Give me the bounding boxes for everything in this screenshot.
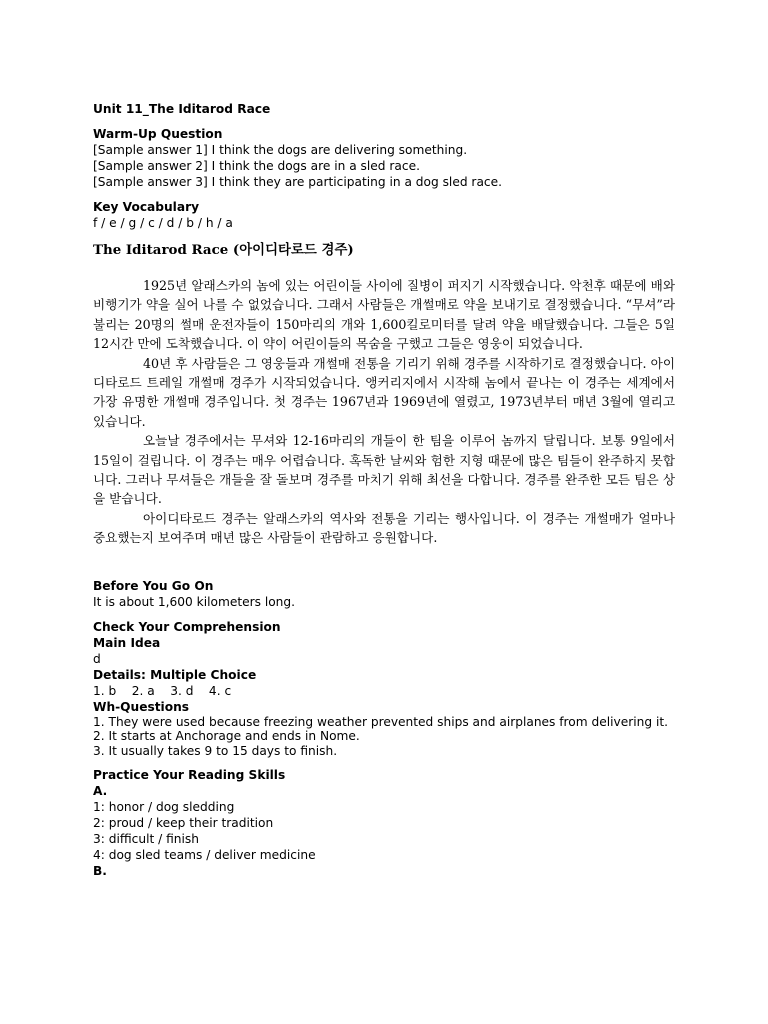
unit-title: Unit 11_The Iditarod Race bbox=[93, 102, 271, 116]
part-a-label: A. bbox=[93, 784, 108, 799]
wh-questions-label: Wh-Questions bbox=[93, 699, 190, 714]
reading-skill-item: 3: difficult / finish bbox=[93, 832, 199, 847]
translation-paragraph: 1925년 알래스카의 놈에 있는 어린이들 사이에 질병이 퍼지기 시작했습니다. 악천후 때문에 배와 비행기가 약을 실어 나를 수 없었습니다. 그래서 사람들은 개썰매로 약을 보내기로 결정했습니다. “무셔”라 불리는 20명의 썰매 운전자들이 150마리의 개와 1,600킬로미터를 달려 약을 배달했습니다. 그들은 5일 12시간 만에 도착했습니다. 이 약이 어린이들의 목숨을 구했고 그들은 영웅이 되었습니다. bbox=[93, 278, 675, 352]
translation-body bbox=[93, 276, 675, 548]
vocab-answer: f / e / g / c / d / b / h / a bbox=[93, 216, 233, 230]
translation-title: The Iditarod Race (아이디타로드 경주) bbox=[93, 242, 354, 258]
warmup-answer-2: [Sample answer 2] I think the dogs are in a sled race. bbox=[93, 159, 420, 173]
translation-paragraph: 40년 후 사람들은 그 영웅들과 개썰매 전통을 기리기 위해 경주를 시작하기로 결정했습니다. 아이디타로드 트레일 개썰매 경주가 시작되었습니다. 앵커리지에서 시작해 놈에서 끝나는 이 경주는 세계에서 가장 유명한 개썰매 경주입니다. 첫 경주는 1967년과 1969년에 열렸고, 1973년부터 매년 3월에 열리고 있습니다. bbox=[93, 355, 675, 429]
main-idea-answer: d bbox=[93, 651, 101, 666]
warmup-answer-1: [Sample answer 1] I think the dogs are delivering something. bbox=[93, 143, 468, 157]
reading-skill-item: 4: dog sled teams / deliver medicine bbox=[93, 848, 316, 863]
main-idea-label: Main Idea bbox=[93, 635, 161, 650]
translation-paragraph: 아이디타로드 경주는 알래스카의 역사와 전통을 기리는 행사입니다. 이 경주는 개썰매가 얼마나 중요했는지 보여주며 매년 많은 사람들이 관람하고 응원합니다. bbox=[93, 510, 675, 546]
part-b-label: B. bbox=[93, 864, 107, 879]
details-label: Details: Multiple Choice bbox=[93, 667, 257, 682]
warmup-answer-3: [Sample answer 3] I think they are participating in a dog sled race. bbox=[93, 175, 502, 189]
comprehension-heading: Check Your Comprehension bbox=[93, 619, 281, 634]
reading-skill-item: 1: honor / dog sledding bbox=[93, 800, 235, 815]
wh-answer-1: 1. They were used because freezing weather prevented ships and airplanes from delivering it. bbox=[93, 714, 668, 729]
translation-paragraph: 오늘날 경주에서는 무셔와 12-16마리의 개들이 한 팀을 이루어 놈까지 달립니다. 보통 9일에서 15일이 걸립니다. 이 경주는 매우 어렵습니다. 혹독한 날씨와 험한 지형 때문에 많은 팀들이 완주하지 못합니다. 그러나 무셔들은 개들을 잘 돌보며 경주를 마치기 위해 최선을 다합니다. 경주를 완주한 모든 팀은 상을 받습니다. bbox=[93, 433, 675, 507]
reading-skills-heading: Practice Your Reading Skills bbox=[93, 768, 286, 783]
details-answer: 1. b 2. a 3. d 4. c bbox=[93, 683, 232, 698]
reading-skill-item: 2: proud / keep their tradition bbox=[93, 816, 274, 831]
before-you-go-on-heading: Before You Go On bbox=[93, 578, 214, 593]
before-you-go-on-answer: It is about 1,600 kilometers long. bbox=[93, 594, 296, 609]
answer-key-page bbox=[93, 101, 675, 879]
vocab-heading: Key Vocabulary bbox=[93, 200, 200, 214]
warmup-heading: Warm-Up Question bbox=[93, 127, 223, 141]
wh-answer-3: 3. It usually takes 9 to 15 days to finish. bbox=[93, 743, 338, 758]
wh-answer-2: 2. It starts at Anchorage and ends in Nome. bbox=[93, 729, 360, 744]
